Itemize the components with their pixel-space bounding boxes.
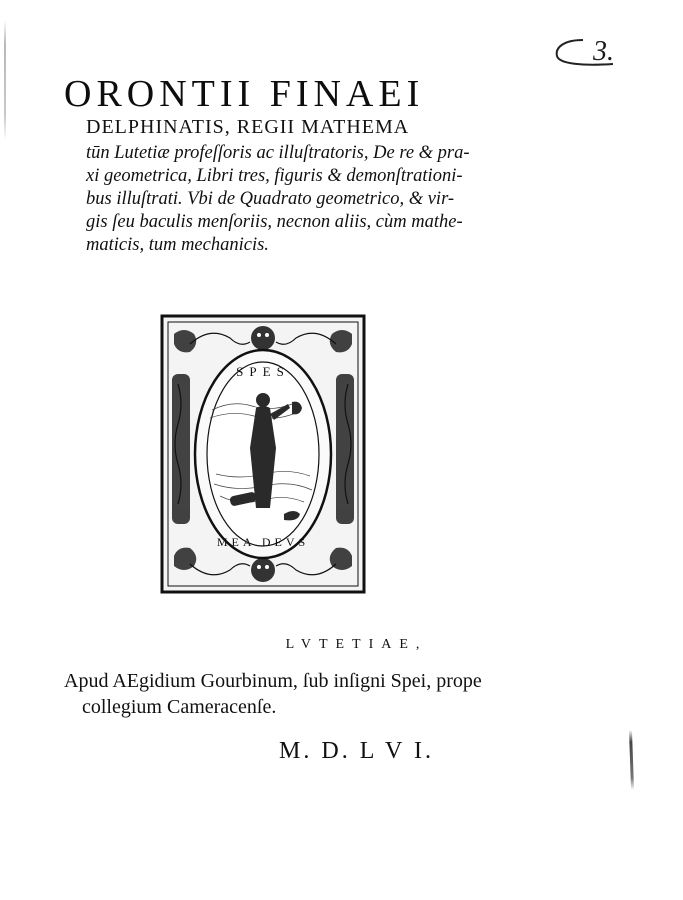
description-line: tūn Lutetiæ profeſſoris ac illuſtratoris, De re & pra-: [86, 143, 470, 163]
imprint-publisher: [64, 668, 644, 720]
imprint-date: M. D. L V I.: [279, 738, 434, 764]
description-line: maticis, tum mechanicis.: [86, 235, 269, 255]
description-line: xi geometrica, Libri tres, figuris & demonſtrationi-: [86, 166, 463, 186]
imprint-place: LVTETIAE,: [285, 637, 428, 652]
emblem-motto-bottom: MEA DEVS: [216, 535, 310, 549]
emblem-motto-top: SPES: [236, 364, 290, 379]
description-line: bus illuſtrati. Vbi de Quadrato geometrico, & vir-: [86, 189, 455, 209]
printers-device-woodcut: [160, 314, 366, 594]
title-author: ORONTII FINAEI: [64, 73, 425, 115]
folio-mark: [553, 36, 623, 72]
publisher-line: Apud AEgidium Gourbinum, ſub inſigni Spei, prope: [64, 670, 482, 692]
description-line: gis ſeu baculis menſoriis, necnon aliis, cùm mathe-: [86, 212, 463, 232]
title-description: [86, 142, 626, 257]
page-edge-shadow-left: [4, 20, 6, 140]
title-subtitle: DELPHINATIS, REGII MATHEMA: [86, 116, 410, 138]
publisher-line: collegium Cameracenſe.: [82, 696, 277, 718]
folio-number: 3.: [593, 36, 614, 67]
printers-device-image: [160, 314, 366, 594]
